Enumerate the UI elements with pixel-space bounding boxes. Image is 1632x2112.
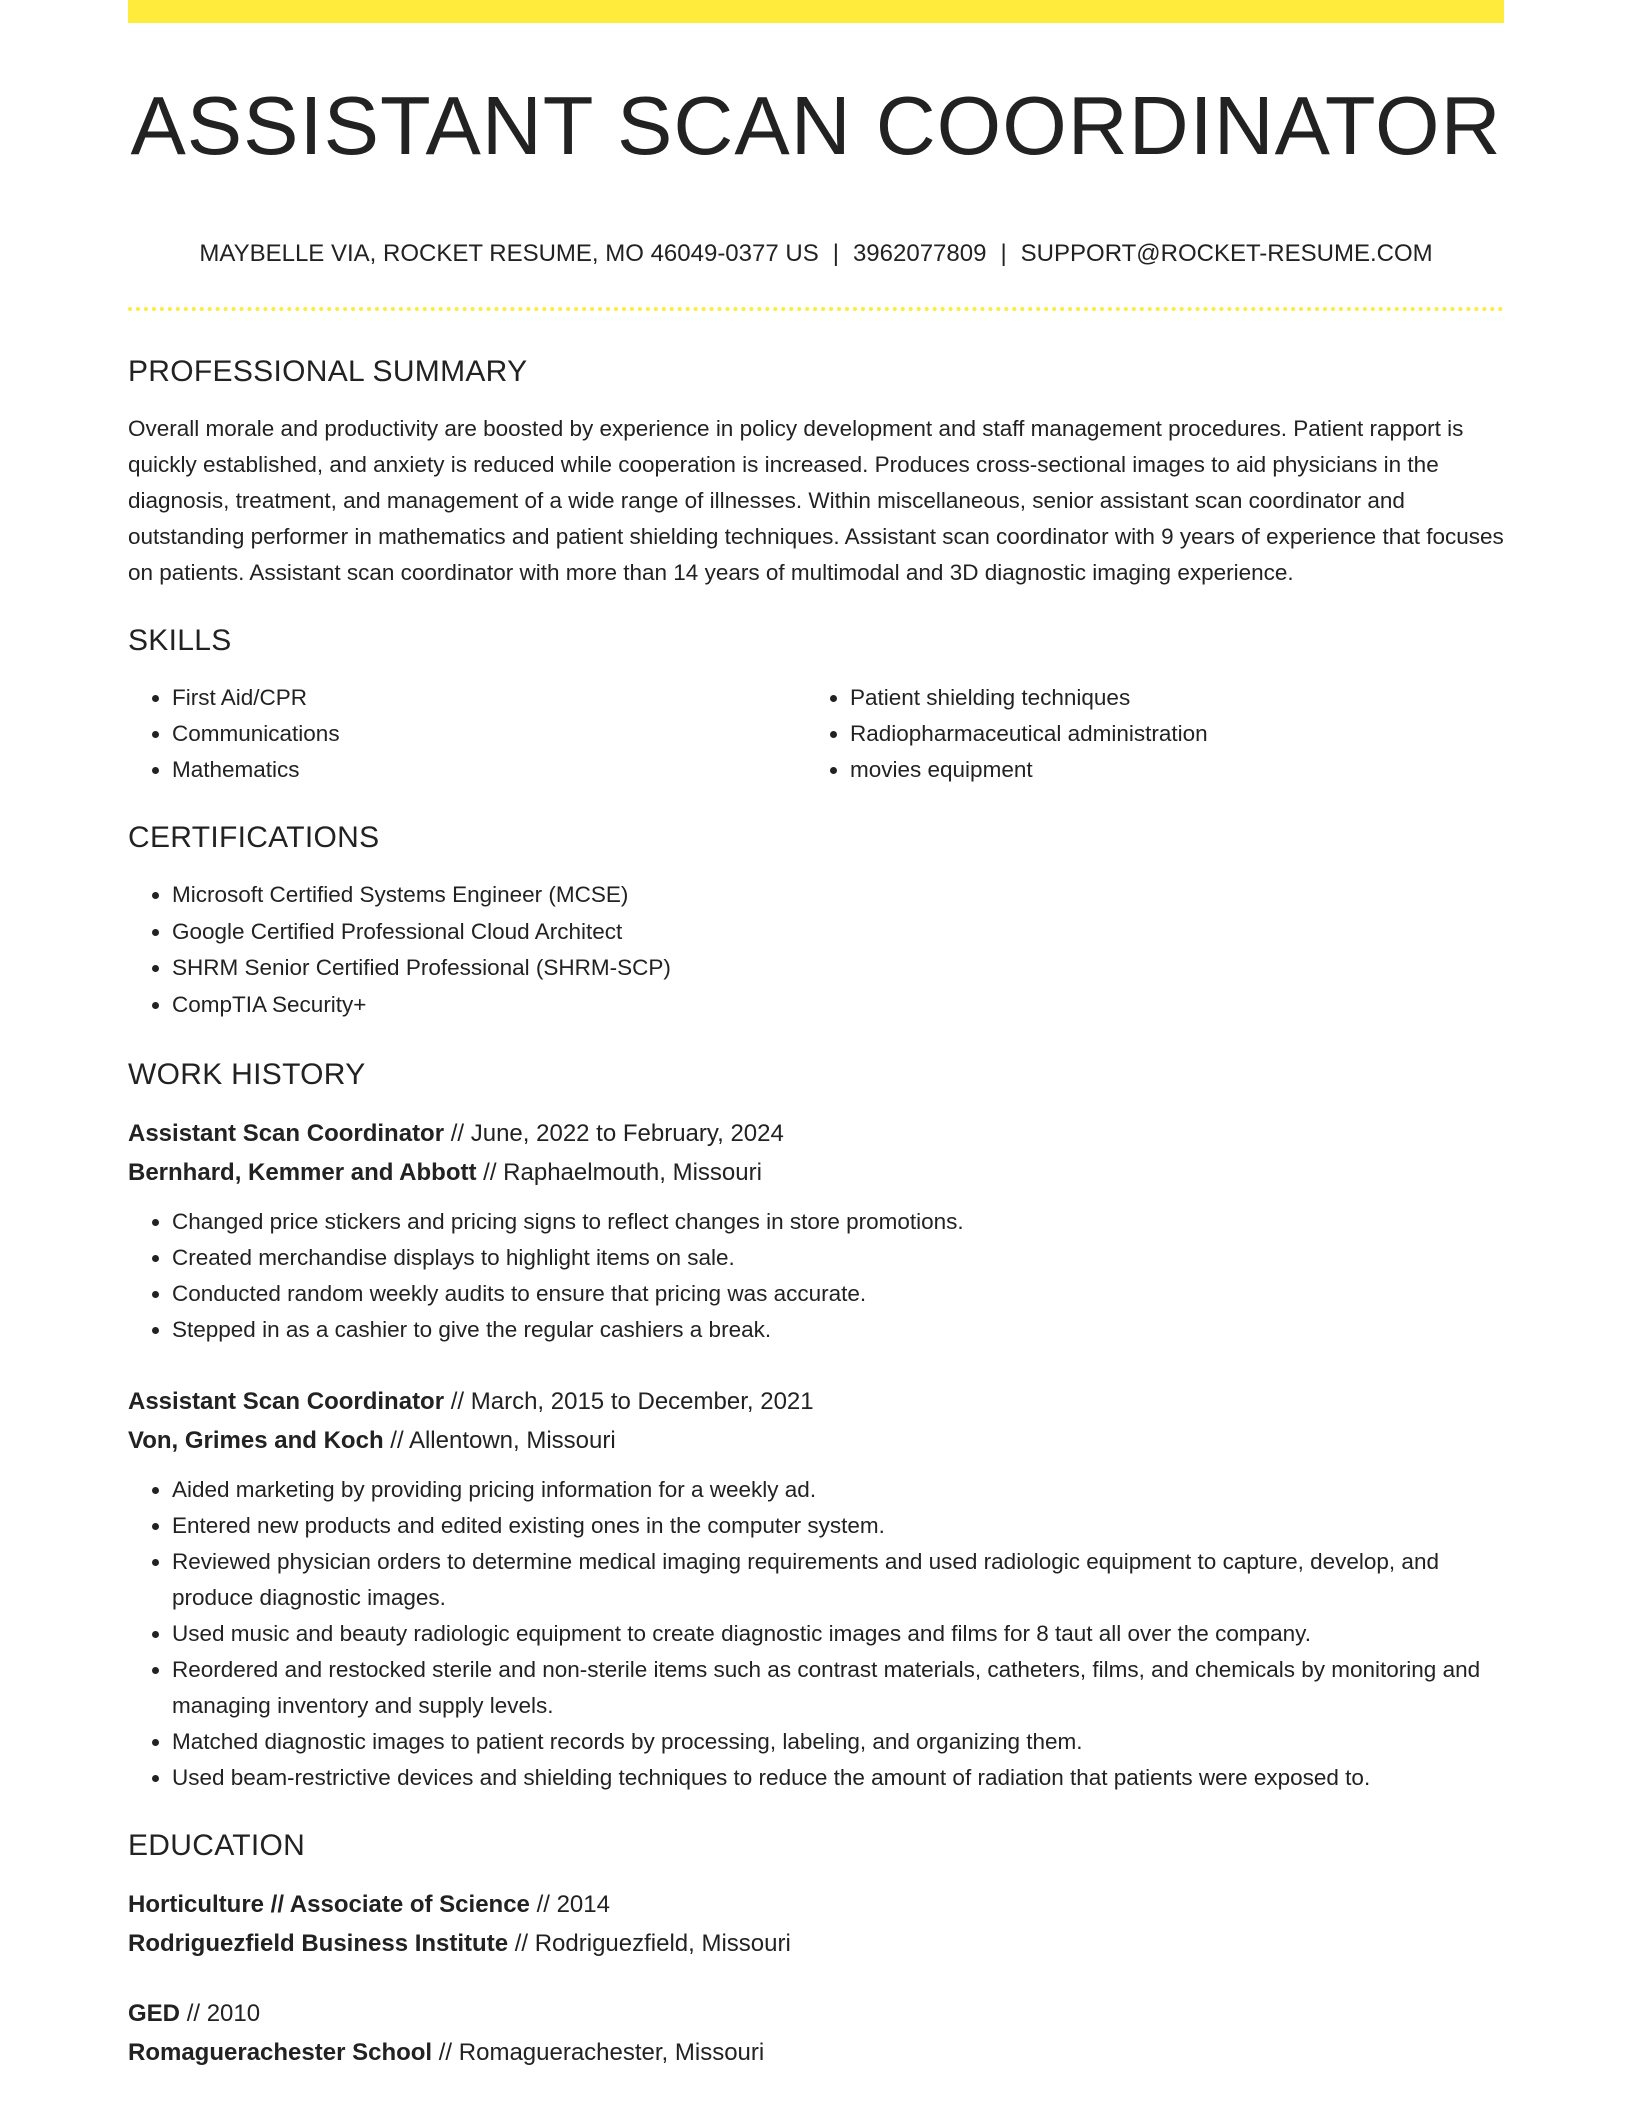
job-header [128, 1382, 1504, 1460]
job-bullets [128, 1204, 1504, 1348]
job-bullet: • Changed price stickers and pricing signs to reflect changes in store promotions. [172, 1204, 1504, 1240]
certifications-list [128, 877, 1504, 1023]
section-heading-skills: SKILLS [128, 624, 232, 657]
education-school-line [128, 1924, 1504, 1963]
dotted-divider [128, 307, 1504, 311]
certifications-section [128, 818, 1504, 1023]
job-bullet: • Stepped in as a cashier to give the regular cashiers a break. [172, 1312, 1504, 1348]
education-degree-line [128, 1885, 1504, 1924]
skill-item: • movies equipment [850, 752, 1504, 788]
skill-item: • Communications [172, 716, 806, 752]
certification-item: • CompTIA Security+ [172, 987, 1504, 1024]
education-entry [128, 1994, 1504, 2072]
skill-item: • Patient shielding techniques [850, 680, 1504, 716]
work-history-section [128, 1055, 1504, 1796]
job-title-line [128, 1382, 1504, 1421]
job-header [128, 1114, 1504, 1192]
education-school-line [128, 2033, 1504, 2072]
education-school: Romaguerachester School [128, 2039, 433, 2066]
job-bullet: • Used music and beauty radiologic equipment to create diagnostic images and films for 8 taut all over the company. [172, 1616, 1504, 1652]
job-bullet: • Conducted random weekly audits to ensure that pricing was accurate. [172, 1276, 1504, 1312]
education-location: // Rodriguezfield, Missouri [514, 1930, 791, 1957]
job-bullet: • Reviewed physician orders to determine medical imaging requirements and used radiologic equipment to capture, develop, and produce diagnostic images. [172, 1544, 1504, 1616]
education-degree-line [128, 1994, 1504, 2033]
section-heading-education: EDUCATION [128, 1829, 306, 1862]
job-entry [128, 1114, 1504, 1348]
contact-line [128, 238, 1504, 269]
education-degree: Horticulture // Associate of Science [128, 1891, 530, 1918]
job-dates: // March, 2015 to December, 2021 [450, 1388, 814, 1415]
skill-item: • First Aid/CPR [172, 680, 806, 716]
section-heading-summary: PROFESSIONAL SUMMARY [128, 355, 528, 388]
education-location: // Romaguerachester, Missouri [438, 2039, 765, 2066]
job-company-line [128, 1421, 1504, 1460]
job-location: // Raphaelmouth, Missouri [483, 1159, 762, 1186]
contact-separator: | [832, 240, 839, 267]
job-location: // Allentown, Missouri [390, 1427, 616, 1454]
certification-item: • Microsoft Certified Systems Engineer (MCSE) [172, 877, 1504, 914]
skills-section [128, 621, 1504, 788]
resume-body [128, 352, 1504, 2103]
job-title-line [128, 1114, 1504, 1153]
job-bullet: • Entered new products and edited existing ones in the computer system. [172, 1508, 1504, 1544]
skills-grid [128, 680, 1504, 788]
education-degree: GED [128, 2000, 181, 2027]
job-entry [128, 1382, 1504, 1796]
skill-item: • Radiopharmaceutical administration [850, 716, 1504, 752]
job-company-line [128, 1153, 1504, 1192]
skill-item: • Mathematics [172, 752, 806, 788]
contact-email: SUPPORT@ROCKET-RESUME.COM [1020, 240, 1433, 267]
section-heading-certifications: CERTIFICATIONS [128, 821, 380, 854]
education-year: // 2010 [186, 2000, 261, 2027]
job-dates: // June, 2022 to February, 2024 [450, 1120, 784, 1147]
contact-address: MAYBELLE VIA, ROCKET RESUME, MO 46049-0377 US [199, 240, 819, 267]
section-heading-work-history: WORK HISTORY [128, 1058, 366, 1091]
summary-section [128, 352, 1504, 591]
education-entry [128, 1885, 1504, 1963]
certification-item: • SHRM Senior Certified Professional (SHRM-SCP) [172, 950, 1504, 987]
job-bullet: • Used beam-restrictive devices and shielding techniques to reduce the amount of radiation that patients were exposed to. [172, 1760, 1504, 1796]
education-school: Rodriguezfield Business Institute [128, 1930, 509, 1957]
accent-top-bar [128, 0, 1504, 23]
job-bullet: • Matched diagnostic images to patient records by processing, labeling, and organizing them. [172, 1724, 1504, 1760]
skills-list-left [128, 680, 806, 788]
job-bullets [128, 1472, 1504, 1796]
job-company: Von, Grimes and Koch [128, 1427, 384, 1454]
contact-phone: 3962077809 [852, 240, 987, 267]
resume-title: ASSISTANT SCAN COORDINATOR [130, 79, 1502, 172]
job-company: Bernhard, Kemmer and Abbott [128, 1159, 477, 1186]
job-bullet: • Created merchandise displays to highlight items on sale. [172, 1240, 1504, 1276]
summary-text: Overall morale and productivity are boosted by experience in policy development and staff management procedures. Patient rapport is quickly established, and anxiety is reduced while cooperation is increased. Produces cross-sectional images to aid physicians in the diagnosis, treatment, and management of a wide range of illnesses. Within miscellaneous, senior assistant scan coordinator and outstanding performer in mathematics and patient shielding techniques. Assistant scan coordinator with 9 years of experience that focuses on patients. Assistant scan coordinator with more than 14 years of multimodal and 3D diagnostic imaging experience. [128, 416, 1504, 585]
job-title: Assistant Scan Coordinator [128, 1120, 445, 1147]
education-section [128, 1826, 1504, 2072]
education-year: // 2014 [536, 1891, 610, 1918]
certification-item: • Google Certified Professional Cloud Architect [172, 914, 1504, 951]
skills-list-right [806, 680, 1504, 788]
contact-separator: | [1000, 240, 1007, 267]
job-title: Assistant Scan Coordinator [128, 1388, 445, 1415]
job-bullet: • Reordered and restocked sterile and non-sterile items such as contrast materials, catheters, films, and chemicals by monitoring and managing inventory and supply levels. [172, 1652, 1504, 1724]
job-bullet: • Aided marketing by providing pricing information for a weekly ad. [172, 1472, 1504, 1508]
